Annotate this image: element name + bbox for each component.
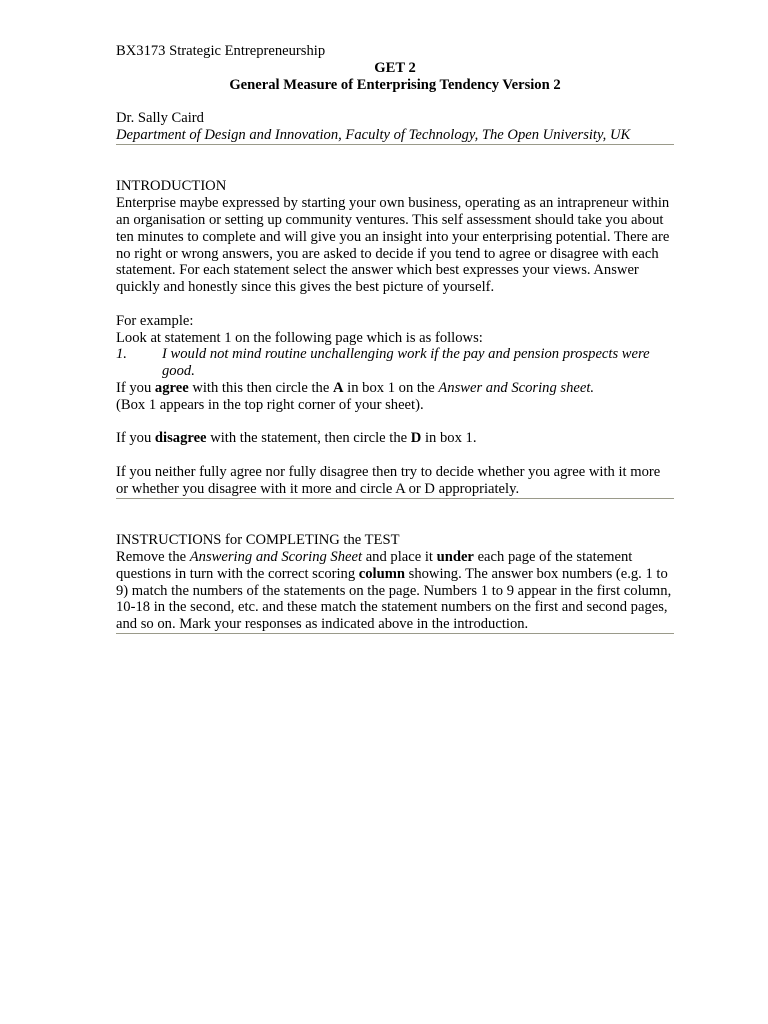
test-title: General Measure of Enterprising Tendency Version 2 xyxy=(229,76,561,93)
spacer xyxy=(116,93,674,110)
test-code: GET 2 xyxy=(374,59,416,76)
agree-instruction: If you agree with this then circle the A in box 1 on the Answer and Scoring sheet. xyxy=(116,379,595,396)
example-statement xyxy=(116,346,674,380)
spacer xyxy=(116,499,674,516)
spacer xyxy=(116,162,674,179)
spacer xyxy=(116,414,674,431)
neither-instruction: If you neither fully agree nor fully disagree then try to decide whether you agree with it more or whether you disagree with it more and circle A or D appropriately. xyxy=(116,463,661,497)
introduction-body: Enterprise maybe expressed by starting your own business, operating as an intrapreneur within an organisation or setting up community ventures. This self assessment should take you about ten minutes to complete and will give you an insight into your enterprising potential. There are no right or wrong answers, you are asked to decide if you tend to agree or disagree with each statement. For each statement select the answer which best expresses your views. Answer quickly and honestly since this gives the best picture of yourself. xyxy=(116,195,670,296)
example-look: Look at statement 1 on the following page which is as follows: xyxy=(116,329,483,346)
spacer xyxy=(116,447,674,464)
disagree-instruction: If you disagree with the statement, then circle the D in box 1. xyxy=(116,430,477,447)
instructions-heading: INSTRUCTIONS for COMPLETING the TEST xyxy=(116,532,400,549)
course-title: BX3173 Strategic Entrepreneurship xyxy=(116,43,326,59)
author-name: Dr. Sally Caird xyxy=(116,110,204,127)
example-statement-number: 1. xyxy=(116,346,127,363)
section-divider xyxy=(116,633,674,634)
spacer xyxy=(116,515,674,532)
spacer xyxy=(116,296,674,313)
box-note: (Box 1 appears in the top right corner of your sheet). xyxy=(116,396,424,413)
example-statement-text: I would not mind routine unchallenging work if the pay and pension prospects were good. xyxy=(162,346,650,380)
document-content xyxy=(116,43,674,634)
author-affiliation: Department of Design and Innovation, Faculty of Technology, The Open University, UK xyxy=(116,126,631,143)
spacer xyxy=(116,145,674,162)
introduction-heading: INTRODUCTION xyxy=(116,178,227,195)
instructions-body: Remove the Answering and Scoring Sheet and place it under each page of the statement questions in turn with the correct scoring column showing. The answer box numbers (e.g. 1 to 9) match the numbers of the statements on the page. Numbers 1 to 9 appear in the first column, 10-18 in the second, etc. and these match the statement numbers on the first and second pages, and so on. Mark your responses as indicated above in the introduction. xyxy=(116,548,672,633)
example-lead: For example: xyxy=(116,312,194,329)
